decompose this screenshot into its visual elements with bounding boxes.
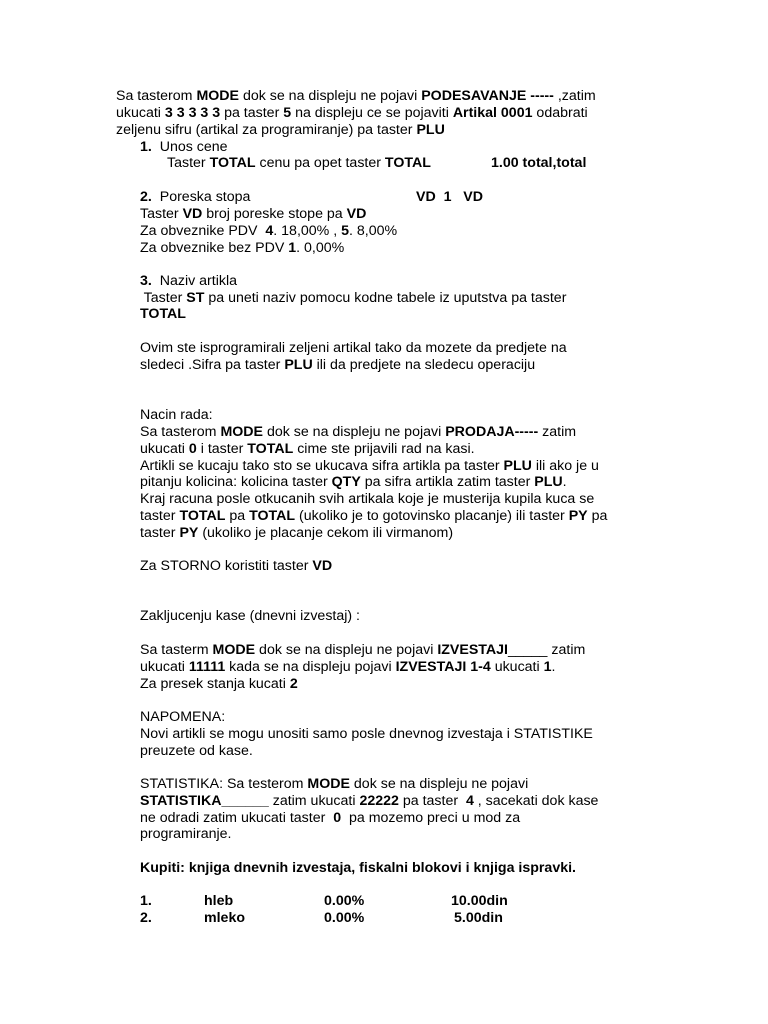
kupiti-line [140,860,576,876]
bold-term: PLU [284,357,313,373]
text-run: dok se na displeju ne pojavi [239,88,422,104]
text-run: ukucati [140,441,189,457]
text-run: preuzete od kase. [140,743,253,759]
text-run: odabrati [532,105,588,121]
section-2-line-1 [140,206,366,222]
text-run: pa [587,508,608,524]
zak-line-1 [140,608,360,624]
text-run: (ukoliko je to gotovinsko placanje) ili taster [295,508,569,524]
section-2-line-2 [140,223,397,239]
done-line-2 [140,357,535,373]
stat-line-4 [140,826,231,842]
section-2-example: VD 1 VD [416,189,484,205]
bold-term: Kupiti: knjiga dnevnih izvestaja, fiskalni blokovi i knjiga ispravki. [140,860,576,876]
item-number: 1. [140,893,152,909]
text-run: Artikli se kucaju tako sto se ukucava sifra artikla pa taster [140,458,504,474]
section-1-line [167,155,431,171]
text-run: pa mozemo preci u mod za [341,810,521,826]
bold-term: IZVESTAJI 1-4 [395,659,491,675]
done-line-1 [140,340,567,356]
text-run: Unos cene [151,139,228,155]
text-run: sledeci .Sifra pa taster [140,357,285,373]
text-run: . [551,659,556,675]
text-run: NAPOMENA: [140,709,226,725]
bold-term: 0 [188,441,197,457]
text-run: na displeju ce se pojaviti [291,105,453,121]
bold-term: IZVESTAJI [437,642,508,658]
text-run: . 8,00% [349,223,398,239]
text-run: Sa tasterom [116,88,197,104]
bold-term: MODE [212,642,256,658]
text-run: ili ako je u [531,458,599,474]
text-run: ili da predjete na sledecu operaciju [312,357,536,373]
section-1-example: 1.00 total,total [491,155,587,171]
bold-term: 1 [288,240,297,256]
text-run: broj poreske stope pa [202,206,347,222]
bold-term: PY [568,508,588,524]
text-run: programiranje. [140,826,232,842]
item-name: hleb [204,893,234,909]
bold-term: TOTAL [384,155,431,171]
napomena-line-3 [140,743,253,759]
bold-term: PLU [534,474,563,490]
bold-term: TOTAL [179,508,226,524]
bold-term: PRODAJA----- [445,424,539,440]
bold-term: PLU [416,122,445,138]
text-run: Nacin rada: [140,407,213,423]
intro-line-3 [116,122,445,138]
text-run: _____ zatim [508,642,586,658]
text-run: pa uneti naziv pomocu kodne tabele iz uputstva pa taster [204,290,567,306]
bold-term: VD [312,558,333,574]
intro-line-2 [116,105,588,121]
text-run: (ukoliko je placanje cekom ili virmanom) [198,525,454,541]
bold-term: TOTAL [247,441,294,457]
napomena-line-2 [140,726,593,742]
text-run: i taster [196,441,248,457]
bold-term: 5 [283,105,292,121]
text-run: Ovim ste isprogramirali zeljeni artikal tako da mozete da predjete na [140,340,567,356]
intro-line-1 [116,88,596,104]
text-run: . [562,474,567,490]
section-3-title [140,273,237,289]
bold-term: 0 [333,810,342,826]
bold-term: 22222 [359,793,399,809]
text-run: zatim [538,424,577,440]
text-run: . 0,00% [296,240,345,256]
text-run: Taster [167,155,210,171]
item-price: 5.00din [454,910,503,926]
text-run: zeljenu sifru (artikal za programiranje) pa taster [116,122,417,138]
rad-line-8 [140,525,453,541]
bold-term: 1. [140,139,152,155]
section-3-line-1 [140,290,566,306]
bold-term: TOTAL [140,306,186,322]
bold-term: STATISTIKA______ [140,793,269,809]
bold-term: 2 [289,676,298,692]
bold-term: MODE [196,88,239,104]
bold-term: 2. [140,189,152,205]
bold-term: TOTAL [209,155,256,171]
text-run: cenu pa opet taster [255,155,385,171]
text-run: dok se na displeju ne pojavi [263,424,446,440]
text-run: taster [140,525,180,541]
text-run: Naziv artikla [151,273,237,289]
text-run: Poreska stopa [151,189,251,205]
rad-line-3 [140,441,475,457]
text-run: pa [225,508,250,524]
text-run: pa taster [220,105,284,121]
text-run: Za presek stanja kucati [140,676,290,692]
text-run: pitanju kolicina: kolicina taster [140,474,332,490]
section-2-title [140,189,250,205]
rad-line-4 [140,458,599,474]
text-run: Sa tasterm [140,642,213,658]
text-run: dok se na displeju ne pojavi [349,776,529,792]
text-run: ukucati [140,659,189,675]
rad-line-2 [140,424,576,440]
zak-line-4 [140,676,298,692]
item-price: 10.00din [451,893,508,909]
zak-line-3 [140,659,555,675]
bold-term: 4 [265,223,274,239]
text-run: kada se na displeju pojavi [225,659,396,675]
bold-term: VD [346,206,367,222]
text-run: . 18,00% , [273,223,342,239]
text-run: Novi artikli se mogu unositi samo posle dnevnog izvestaja i STATISTIKE [140,726,593,742]
bold-term: 11111 [188,659,226,675]
bold-term: TOTAL [249,508,296,524]
item-tax: 0.00% [324,910,365,926]
bold-term: QTY [331,474,361,490]
text-run: Kraj racuna posle otkucanih svih artikala koje je musterija kupila kuca se [140,491,595,507]
bold-term: VD [182,206,203,222]
section-2-line-3 [140,240,344,256]
text-run: cime ste prijavili rad na kasi. [293,441,475,457]
text-run: STATISTIKA: Sa testerom [140,776,308,792]
bold-term: ST [186,290,205,306]
text-run: ukucati [116,105,165,121]
bold-term: 1 [543,659,552,675]
text-run: ,zatim [553,88,596,104]
text-run: taster [140,508,180,524]
text-run: Za obveznike bez PDV [140,240,289,256]
item-number: 2. [140,910,152,926]
section-1-title [140,139,228,155]
text-run: Taster [140,206,183,222]
text-run: pa sifra artikla zatim taster [360,474,535,490]
bold-term: 4 [465,793,474,809]
stat-line-1 [140,776,528,792]
rad-line-1 [140,407,213,423]
bold-term: PODESAVANJE ----- [421,88,554,104]
text-run: Za STORNO koristiti taster [140,558,313,574]
text-run: Sa tasterom [140,424,221,440]
text-run: Zakljucenju kase (dnevni izvestaj) : [140,608,361,624]
napomena-line-1 [140,709,225,725]
bold-term: PLU [503,458,532,474]
item-tax: 0.00% [324,893,365,909]
text-run: Za obveznike PDV [140,223,266,239]
bold-term: MODE [307,776,350,792]
item-name: mleko [204,910,246,926]
bold-term: 5 [341,223,349,239]
stat-line-3 [140,810,520,826]
text-run: zatim ukucati [268,793,360,809]
bold-term: PY [179,525,199,541]
rad-line-6 [140,491,594,507]
bold-term: MODE [220,424,263,440]
zak-line-2 [140,642,585,658]
rad-line-5 [140,474,567,490]
text-run: Taster [140,290,187,306]
text-run: dok se na displeju ne pojavi [255,642,438,658]
text-run: pa taster [398,793,466,809]
text-run: ukucati [490,659,544,675]
text-run: , sacekati dok kase [473,793,599,809]
section-3-line-2 [140,306,186,322]
stat-line-2 [140,793,598,809]
bold-term: 3 3 3 3 3 [164,105,221,121]
bold-term: Artikal 0001 [452,105,533,121]
storno-line [140,558,332,574]
text-run: ne odradi zatim ukucati taster [140,810,334,826]
bold-term: 3. [140,273,152,289]
rad-line-7 [140,508,607,524]
